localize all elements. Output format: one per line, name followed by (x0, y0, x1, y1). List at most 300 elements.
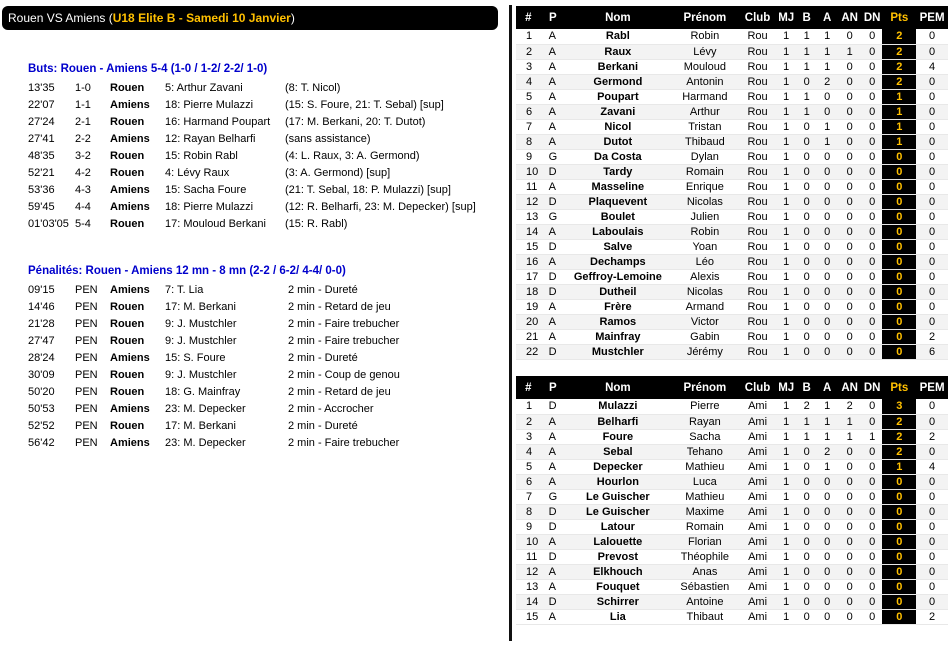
player-first-name: Tristan (671, 119, 740, 134)
player-points: 0 (882, 474, 916, 489)
player-games: 1 (776, 29, 796, 44)
player-an: 0 (837, 89, 862, 104)
player-row (516, 534, 948, 549)
player-assists: 1 (817, 399, 837, 414)
goal-time: 52'21 (28, 166, 55, 179)
goal-row (28, 130, 515, 147)
penalty-row (28, 281, 488, 298)
player-num: 14 (516, 224, 541, 239)
penalty-desc: 2 min - Accrocher (288, 402, 374, 415)
player-num: 2 (516, 414, 541, 429)
player-dn: 0 (862, 194, 882, 209)
player-first-name: Théophile (671, 549, 740, 564)
header-pim: PEM (916, 376, 948, 399)
player-row (516, 444, 948, 459)
player-club: Ami (739, 429, 776, 444)
header-pos: P (541, 6, 566, 29)
goal-score: 3-2 (75, 149, 91, 162)
player-club: Rou (739, 74, 776, 89)
player-games: 1 (776, 134, 796, 149)
player-an: 0 (837, 134, 862, 149)
penalty-row (28, 417, 488, 434)
player-goals: 1 (796, 104, 816, 119)
player-games: 1 (776, 609, 796, 624)
player-first-name: Mathieu (671, 489, 740, 504)
player-an: 0 (837, 329, 862, 344)
goal-time: 59'45 (28, 200, 55, 213)
player-first-name: Lévy (671, 44, 740, 59)
player-assists: 0 (817, 314, 837, 329)
player-club: Rou (739, 164, 776, 179)
player-num: 20 (516, 314, 541, 329)
penalty-team: Amiens (110, 436, 150, 449)
player-dn: 0 (862, 534, 882, 549)
player-club: Rou (739, 44, 776, 59)
player-num: 8 (516, 134, 541, 149)
header-an: AN (837, 376, 862, 399)
penalty-desc: 2 min - Faire trebucher (288, 334, 400, 347)
player-points: 0 (882, 504, 916, 519)
player-pos: A (541, 474, 566, 489)
player-row (516, 344, 948, 359)
penalty-team: Rouen (110, 317, 145, 330)
goal-scorer: 15: Sacha Foure (165, 183, 247, 196)
player-last-name: Boulet (565, 209, 670, 224)
header-assists: A (817, 6, 837, 29)
player-goals: 0 (796, 149, 816, 164)
player-points: 0 (882, 344, 916, 359)
player-goals: 0 (796, 564, 816, 579)
goal-score: 1-0 (75, 81, 91, 94)
penalties-section-title: Pénalités: Rouen - Amiens 12 mn - 8 mn (2-2 / 6-2/ 4-4/ 0-0) (28, 265, 346, 277)
player-club: Rou (739, 134, 776, 149)
player-goals: 0 (796, 344, 816, 359)
player-club: Rou (739, 179, 776, 194)
player-pim: 0 (916, 209, 948, 224)
player-games: 1 (776, 239, 796, 254)
player-games: 1 (776, 399, 796, 414)
penalty-row (28, 434, 488, 451)
penalty-type: PEN (75, 300, 98, 313)
player-dn: 0 (862, 594, 882, 609)
penalty-row (28, 349, 488, 366)
player-points: 1 (882, 89, 916, 104)
player-last-name: Mainfray (565, 329, 670, 344)
goal-team: Rouen (110, 166, 145, 179)
player-games: 1 (776, 74, 796, 89)
player-club: Ami (739, 549, 776, 564)
player-pim: 2 (916, 609, 948, 624)
player-assists: 1 (817, 429, 837, 444)
player-row (516, 579, 948, 594)
player-row (516, 474, 948, 489)
player-assists: 0 (817, 609, 837, 624)
goal-assists: (sans assistance) (285, 132, 371, 145)
goal-time: 22'07 (28, 98, 55, 111)
player-num: 7 (516, 119, 541, 134)
player-num: 16 (516, 254, 541, 269)
header-num: # (516, 6, 541, 29)
player-points: 0 (882, 534, 916, 549)
player-goals: 0 (796, 474, 816, 489)
header-dn: DN (862, 376, 882, 399)
player-club: Rou (739, 119, 776, 134)
player-points: 0 (882, 609, 916, 624)
penalty-time: 50'20 (28, 385, 55, 398)
player-pos: D (541, 399, 566, 414)
player-pos: A (541, 314, 566, 329)
player-dn: 1 (862, 429, 882, 444)
player-row (516, 329, 948, 344)
player-pos: A (541, 299, 566, 314)
player-assists: 1 (817, 459, 837, 474)
goal-row (28, 198, 515, 215)
goal-time: 13'35 (28, 81, 55, 94)
player-last-name: Sebal (565, 444, 670, 459)
header-an: AN (837, 6, 862, 29)
player-num: 4 (516, 444, 541, 459)
player-row (516, 254, 948, 269)
player-row (516, 149, 948, 164)
player-row (516, 594, 948, 609)
player-points: 1 (882, 134, 916, 149)
goal-team: Rouen (110, 81, 145, 94)
player-num: 21 (516, 329, 541, 344)
penalty-player: 7: T. Lia (165, 283, 204, 296)
player-dn: 0 (862, 149, 882, 164)
player-goals: 0 (796, 329, 816, 344)
player-games: 1 (776, 414, 796, 429)
player-an: 0 (837, 119, 862, 134)
penalty-team: Amiens (110, 402, 150, 415)
player-dn: 0 (862, 284, 882, 299)
penalty-team: Rouen (110, 334, 145, 347)
player-points: 0 (882, 149, 916, 164)
player-pos: A (541, 224, 566, 239)
goal-scorer: 16: Harmand Poupart (165, 115, 271, 128)
player-games: 1 (776, 209, 796, 224)
player-pim: 0 (916, 239, 948, 254)
player-points: 0 (882, 179, 916, 194)
player-dn: 0 (862, 164, 882, 179)
player-dn: 0 (862, 489, 882, 504)
penalty-team: Rouen (110, 385, 145, 398)
player-games: 1 (776, 504, 796, 519)
player-dn: 0 (862, 579, 882, 594)
player-games: 1 (776, 444, 796, 459)
player-dn: 0 (862, 59, 882, 74)
player-first-name: Mathieu (671, 459, 740, 474)
player-goals: 2 (796, 399, 816, 414)
player-last-name: Lalouette (565, 534, 670, 549)
goal-team: Amiens (110, 183, 150, 196)
player-goals: 0 (796, 299, 816, 314)
player-games: 1 (776, 474, 796, 489)
player-club: Rou (739, 224, 776, 239)
player-pim: 0 (916, 269, 948, 284)
player-row (516, 459, 948, 474)
player-games: 1 (776, 104, 796, 119)
player-row (516, 609, 948, 624)
player-num: 15 (516, 609, 541, 624)
goal-team: Amiens (110, 200, 150, 213)
player-games: 1 (776, 534, 796, 549)
player-club: Rou (739, 299, 776, 314)
player-goals: 0 (796, 119, 816, 134)
player-first-name: Alexis (671, 269, 740, 284)
header-games: MJ (776, 376, 796, 399)
player-pos: A (541, 89, 566, 104)
player-dn: 0 (862, 344, 882, 359)
goal-score: 4-2 (75, 166, 91, 179)
player-an: 0 (837, 164, 862, 179)
player-points: 2 (882, 74, 916, 89)
penalty-desc: 2 min - Coup de genou (288, 368, 400, 381)
player-club: Ami (739, 609, 776, 624)
player-assists: 1 (817, 134, 837, 149)
player-num: 12 (516, 564, 541, 579)
player-points: 1 (882, 119, 916, 134)
player-pos: A (541, 329, 566, 344)
player-club: Rou (739, 329, 776, 344)
player-an: 0 (837, 444, 862, 459)
player-goals: 0 (796, 549, 816, 564)
player-points: 0 (882, 314, 916, 329)
player-assists: 0 (817, 224, 837, 239)
player-club: Ami (739, 504, 776, 519)
player-num: 22 (516, 344, 541, 359)
player-num: 15 (516, 239, 541, 254)
player-first-name: Sébastien (671, 579, 740, 594)
player-goals: 0 (796, 594, 816, 609)
player-assists: 0 (817, 299, 837, 314)
player-row (516, 104, 948, 119)
player-points: 2 (882, 429, 916, 444)
player-dn: 0 (862, 239, 882, 254)
player-games: 1 (776, 59, 796, 74)
player-an: 0 (837, 314, 862, 329)
player-pim: 0 (916, 44, 948, 59)
player-assists: 0 (817, 284, 837, 299)
player-last-name: Tardy (565, 164, 670, 179)
player-row (516, 504, 948, 519)
player-pos: A (541, 44, 566, 59)
player-assists: 1 (817, 59, 837, 74)
player-games: 1 (776, 329, 796, 344)
player-num: 5 (516, 89, 541, 104)
goal-time: 53'36 (28, 183, 55, 196)
player-goals: 0 (796, 314, 816, 329)
player-points: 0 (882, 209, 916, 224)
player-an: 0 (837, 344, 862, 359)
penalty-team: Rouen (110, 419, 145, 432)
player-num: 8 (516, 504, 541, 519)
player-club: Ami (739, 459, 776, 474)
header-club: Club (739, 376, 776, 399)
penalty-row (28, 400, 488, 417)
player-last-name: Germond (565, 74, 670, 89)
player-dn: 0 (862, 414, 882, 429)
player-pos: A (541, 429, 566, 444)
goal-scorer: 15: Robin Rabl (165, 149, 238, 162)
player-assists: 0 (817, 504, 837, 519)
player-goals: 1 (796, 59, 816, 74)
player-num: 13 (516, 579, 541, 594)
player-assists: 0 (817, 564, 837, 579)
penalty-type: PEN (75, 334, 98, 347)
player-dn: 0 (862, 224, 882, 239)
goal-time: 27'41 (28, 132, 55, 145)
player-club: Ami (739, 564, 776, 579)
player-pim: 0 (916, 254, 948, 269)
roster-header-row (516, 6, 948, 29)
player-row (516, 224, 948, 239)
player-dn: 0 (862, 444, 882, 459)
player-pim: 4 (916, 59, 948, 74)
player-pos: D (541, 519, 566, 534)
player-games: 1 (776, 164, 796, 179)
player-assists: 1 (817, 119, 837, 134)
player-club: Rou (739, 209, 776, 224)
player-row (516, 29, 948, 44)
player-first-name: Romain (671, 519, 740, 534)
player-goals: 0 (796, 444, 816, 459)
player-games: 1 (776, 299, 796, 314)
player-games: 1 (776, 269, 796, 284)
penalty-team: Amiens (110, 283, 150, 296)
player-games: 1 (776, 179, 796, 194)
match-title-prefix: Rouen VS Amiens ( (8, 11, 113, 25)
penalty-time: 09'15 (28, 283, 55, 296)
penalty-time: 21'28 (28, 317, 55, 330)
player-last-name: Laboulais (565, 224, 670, 239)
player-num: 2 (516, 44, 541, 59)
player-goals: 0 (796, 504, 816, 519)
player-goals: 0 (796, 224, 816, 239)
player-last-name: Elkhouch (565, 564, 670, 579)
player-pos: A (541, 119, 566, 134)
player-num: 11 (516, 549, 541, 564)
player-first-name: Mouloud (671, 59, 740, 74)
player-pim: 0 (916, 29, 948, 44)
player-club: Rou (739, 59, 776, 74)
player-games: 1 (776, 119, 796, 134)
player-games: 1 (776, 429, 796, 444)
player-dn: 0 (862, 474, 882, 489)
goals-table (28, 79, 515, 232)
player-an: 0 (837, 224, 862, 239)
player-pos: D (541, 239, 566, 254)
match-title-competition: U18 Elite B - Samedi 10 Janvier (112, 11, 291, 25)
player-assists: 0 (817, 534, 837, 549)
penalty-type: PEN (75, 419, 98, 432)
player-points: 0 (882, 269, 916, 284)
player-goals: 0 (796, 194, 816, 209)
player-club: Ami (739, 594, 776, 609)
header-points: Pts (882, 6, 916, 29)
header-pos: P (541, 376, 566, 399)
player-last-name: Poupart (565, 89, 670, 104)
player-points: 3 (882, 399, 916, 414)
player-points: 0 (882, 224, 916, 239)
player-row (516, 119, 948, 134)
player-games: 1 (776, 149, 796, 164)
player-an: 0 (837, 534, 862, 549)
header-pim: PEM (916, 6, 948, 29)
player-pim: 0 (916, 444, 948, 459)
player-last-name: Zavani (565, 104, 670, 119)
player-pim: 0 (916, 314, 948, 329)
goal-row (28, 164, 515, 181)
player-num: 6 (516, 474, 541, 489)
player-dn: 0 (862, 254, 882, 269)
player-points: 0 (882, 329, 916, 344)
player-last-name: Lia (565, 609, 670, 624)
player-dn: 0 (862, 519, 882, 534)
penalty-time: 52'52 (28, 419, 55, 432)
player-row (516, 519, 948, 534)
penalty-desc: 2 min - Dureté (288, 419, 358, 432)
goal-assists: (3: A. Germond) [sup] (285, 166, 391, 179)
player-last-name: Dutot (565, 134, 670, 149)
player-pos: G (541, 209, 566, 224)
goal-scorer: 5: Arthur Zavani (165, 81, 243, 94)
goal-assists: (15: S. Foure, 21: T. Sebal) [sup] (285, 98, 444, 111)
player-goals: 0 (796, 284, 816, 299)
player-assists: 0 (817, 194, 837, 209)
penalty-time: 28'24 (28, 351, 55, 364)
penalty-player: 18: G. Mainfray (165, 385, 241, 398)
player-row (516, 89, 948, 104)
penalty-desc: 2 min - Dureté (288, 283, 358, 296)
player-first-name: Sacha (671, 429, 740, 444)
player-dn: 0 (862, 104, 882, 119)
penalty-player: 9: J. Mustchler (165, 317, 237, 330)
player-assists: 2 (817, 74, 837, 89)
player-last-name: Geffroy-Lemoine (565, 269, 670, 284)
player-dn: 0 (862, 314, 882, 329)
player-pim: 0 (916, 519, 948, 534)
player-row (516, 179, 948, 194)
penalty-type: PEN (75, 283, 98, 296)
player-games: 1 (776, 519, 796, 534)
player-club: Ami (739, 534, 776, 549)
player-assists: 2 (817, 444, 837, 459)
header-goals: B (796, 6, 816, 29)
player-points: 0 (882, 489, 916, 504)
player-pos: D (541, 344, 566, 359)
player-pim: 0 (916, 299, 948, 314)
player-an: 0 (837, 149, 862, 164)
player-num: 19 (516, 299, 541, 314)
player-num: 6 (516, 104, 541, 119)
player-an: 0 (837, 489, 862, 504)
player-first-name: Léo (671, 254, 740, 269)
goal-time: 01'03'05 (28, 217, 69, 230)
player-goals: 0 (796, 134, 816, 149)
player-pos: D (541, 194, 566, 209)
penalties-table (28, 281, 488, 451)
player-club: Rou (739, 104, 776, 119)
player-first-name: Robin (671, 29, 740, 44)
player-last-name: Frère (565, 299, 670, 314)
header-dn: DN (862, 6, 882, 29)
player-first-name: Pierre (671, 399, 740, 414)
player-last-name: Raux (565, 44, 670, 59)
player-assists: 0 (817, 209, 837, 224)
player-games: 1 (776, 549, 796, 564)
player-pos: D (541, 549, 566, 564)
